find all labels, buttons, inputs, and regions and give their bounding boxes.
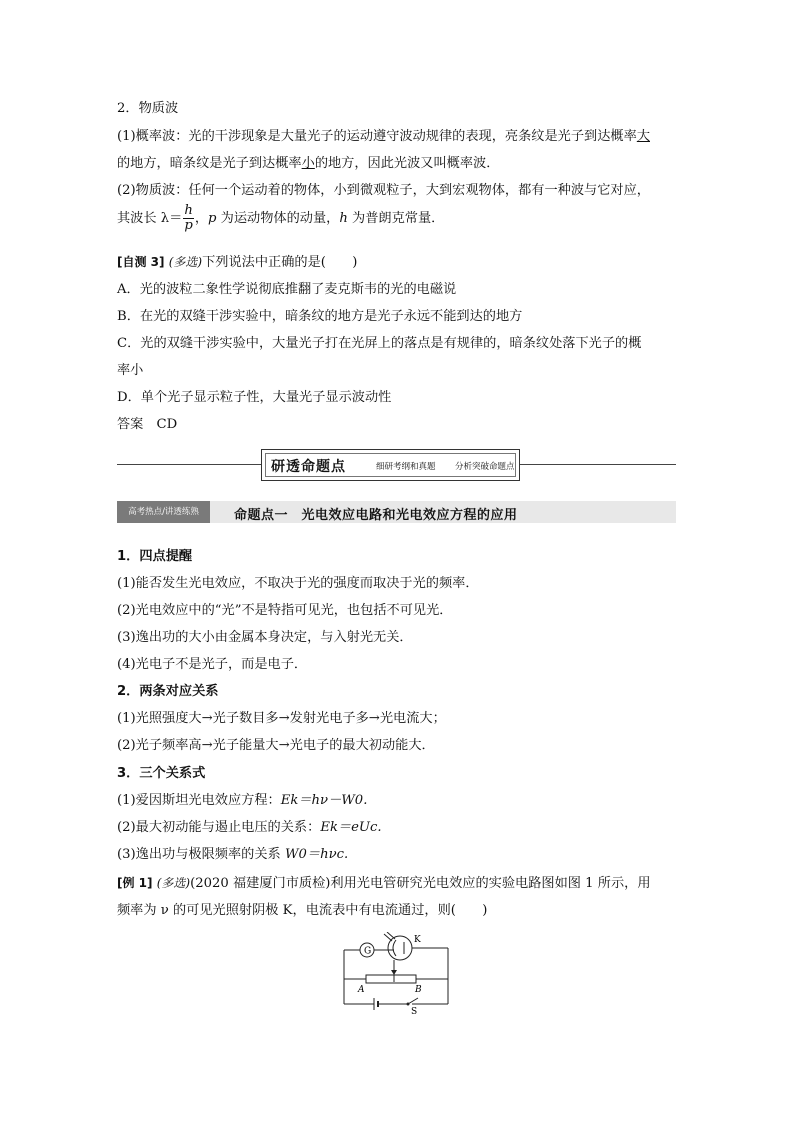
text: (2)最大初动能与遏止电压的关系：	[117, 820, 321, 835]
var-h: h	[339, 211, 348, 226]
text: 为普朗克常量．	[347, 211, 445, 226]
formula-2	[117, 816, 382, 835]
label-g: G	[364, 946, 372, 957]
relation-1: (1)光照强度大→光子数目多→发射光电子多→光电流大；	[117, 711, 446, 726]
topic-title: 命题点一 光电效应电路和光电效应方程的应用	[234, 508, 518, 523]
var-p: p	[208, 211, 217, 226]
photoelectric-circuit-figure	[330, 932, 460, 1014]
label-b: B	[415, 985, 422, 995]
denominator: p	[184, 218, 193, 233]
topic-bar	[117, 501, 676, 523]
matter-wave-line-1: (2)物质波：任何一个运动着的物体，小到微观粒子，大到宏观物体，都有一种波与它对应，	[117, 183, 650, 198]
phototube-icon	[388, 936, 412, 960]
option-d: D．单个光子显示粒子性，大量光子显示波动性	[117, 390, 392, 405]
reminder-3: (3)逸出功的大小由金属本身决定，与入射光无关．	[117, 630, 413, 645]
reminder-2: (2)光电效应中的“光”不是特指可见光，也包括不可见光．	[117, 603, 453, 618]
topic-tag: 高考热点/讲透练熟	[117, 501, 210, 523]
switch-pivot	[407, 1003, 410, 1006]
section-heading-matter-wave: 2．物质波	[117, 101, 179, 116]
equation: Ek＝hν－W0.	[280, 793, 368, 808]
example-1-line-2: 频率为 ν 的可见光照射阴极 K，电流表中有电流通过，则( )	[117, 903, 488, 918]
label-a: A	[358, 985, 365, 995]
relation-2: (2)光子频率高→光子能量大→光电子的最大初动能大．	[117, 738, 435, 753]
underlined-word: 小	[301, 156, 315, 171]
option-c-line-2: 率小	[117, 363, 144, 378]
slider-arrow	[391, 970, 397, 975]
switch-icon	[408, 998, 418, 1004]
text: (2020 福建厦门市质检)利用光电管研究光电效应的实验电路图如图 1 所示，用	[190, 876, 651, 891]
cathode	[393, 940, 396, 956]
example-tag: [例 1]	[117, 876, 153, 890]
self-test-3-stem	[117, 251, 357, 270]
label-s: S	[411, 1007, 418, 1014]
banner-title: 研透命题点	[271, 459, 346, 475]
probability-wave-line-2	[117, 152, 499, 171]
formula-1	[117, 789, 367, 808]
probability-wave-line-1	[117, 125, 650, 144]
text: 的地方，因此光波又叫概率波．	[314, 156, 500, 171]
text: 为运动物体的动量，	[216, 211, 340, 226]
heading-four-reminders: 1．四点提醒	[117, 549, 193, 564]
example-1-line-1	[117, 872, 651, 891]
equation: W0＝hνc.	[284, 847, 349, 862]
self-test-tag: [自测 3]	[117, 255, 165, 269]
banner-subtitle-1: 细研考纲和真题	[376, 462, 436, 472]
multi-choice-tag: (多选)	[156, 876, 191, 890]
text: (1)概率波：光的干涉现象是大量光子的运动遵守波动规律的表现，亮条纹是光子到达概率	[117, 129, 637, 144]
text: (3)逸出功与极限频率的关系	[117, 847, 285, 862]
heading-two-relations: 2．两条对应关系	[117, 684, 219, 699]
heading-three-formulas: 3．三个关系式	[117, 766, 206, 781]
label-k: K	[414, 935, 421, 945]
section-banner	[261, 449, 520, 481]
banner-rule-right	[518, 464, 676, 465]
text: (1)爱因斯坦光电效应方程：	[117, 793, 281, 808]
multi-choice-tag: (多选)	[168, 255, 203, 269]
answer: 答案 CD	[117, 417, 178, 432]
formula-3	[117, 843, 348, 862]
matter-wave-line-2	[117, 204, 444, 233]
question-stem: 下列说法中正确的是( )	[202, 255, 358, 270]
numerator: h	[184, 203, 193, 218]
option-a: A．光的波粒二象性学说彻底推翻了麦克斯韦的光的电磁说	[117, 282, 457, 297]
text: ，	[194, 211, 208, 226]
option-b: B．在光的双缝干涉实验中，暗条纹的地方是光子永远不能到达的地方	[117, 309, 523, 324]
banner-rule-left	[117, 464, 261, 465]
equation: Ek＝eUc.	[320, 820, 382, 835]
rheostat	[366, 975, 416, 983]
text: 的地方，暗条纹是光子到达概率	[117, 156, 302, 171]
reminder-1: (1)能否发生光电效应，不取决于光的强度而取决于光的频率．	[117, 576, 479, 591]
text: 其波长 λ＝	[117, 211, 183, 226]
banner-subtitle-2: 分析突破命题点	[455, 462, 515, 472]
fraction-h-over-p	[183, 204, 194, 233]
reminder-4: (4)光电子不是光子，而是电子．	[117, 657, 308, 672]
option-c-line-1: C．光的双缝干涉实验中，大量光子打在光屏上的落点是有规律的，暗条纹处落下光子的概	[117, 336, 642, 351]
underlined-word: 大	[636, 129, 650, 144]
